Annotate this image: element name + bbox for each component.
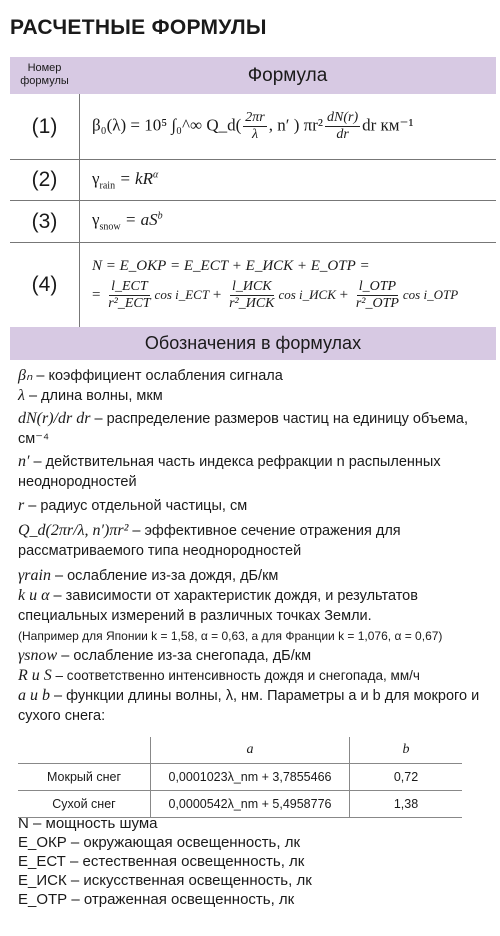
- legend-item: E_ОТР – отраженная освещенность, лк: [18, 891, 295, 908]
- section-header: Обозначения в формулах: [10, 327, 496, 360]
- legend-item: dN(r)/dr dr – распределение размеров частиц на единицу объема, см⁻⁴: [18, 410, 469, 447]
- table-cell: 0,72: [350, 764, 463, 791]
- snow-table: [18, 737, 462, 818]
- legend-item: λ – длина волны, мкм: [18, 387, 163, 404]
- fraction: $\frac{dN(r)}{dr}$: [327, 110, 359, 142]
- legend-item: N – мощность шума: [18, 815, 158, 832]
- table-header: a: [151, 737, 350, 764]
- legend-item: E_ОКР – окружающая освещенность, лк: [18, 834, 301, 851]
- legend-item: Q_d(2πr/λ, n′)πr² – эффективное сечение отражения для рассматриваемого типа неоднородностей: [18, 522, 401, 559]
- table-row: [18, 764, 462, 791]
- table-cell: 0,0000542λ_nm + 5,4958776: [151, 791, 350, 818]
- formula-4-line-1: N = E_ОКР = E_ЕСТ + E_ИСК + E_ОТР =: [92, 258, 370, 274]
- legend-item: a и b – функции длины волны, λ, нм. Параметры a и b для мокрого и сухого снега:: [18, 687, 480, 724]
- table-cell: Сухой снег: [18, 791, 151, 818]
- legend-item: γrain – ослабление из-за дождя, дБ/км: [18, 567, 279, 584]
- fraction: $\frac{\text{l\_ОТР}}{\text{r²\_ОТР}}$: [355, 279, 399, 311]
- header-number: Номер формулы: [20, 62, 69, 87]
- legend-item: R и S – соответственно интенсивность дождя и снегопада, мм/ч: [18, 667, 420, 684]
- header-formula: Формула: [247, 65, 328, 86]
- fraction: $\frac{\text{l\_ИСК}}{\text{r²\_ИСК}}$: [229, 279, 275, 311]
- formula-row-3: [10, 201, 496, 243]
- formula-row-4: [10, 243, 496, 327]
- noise-legend: [18, 814, 312, 909]
- formula-1-part: β₀(λ) = 10⁵ ∫₀^∞ Q_d: [92, 115, 236, 135]
- fraction: $\frac{\text{l\_ЕСТ}}{\text{r²\_ЕСТ}}$: [108, 279, 151, 311]
- formula-3: $\gamma_{snow} = aS^b$: [92, 210, 163, 233]
- legend-item: r – радиус отдельной частицы, см: [18, 497, 248, 514]
- formula-4: N = E_ОКР = E_ЕСТ + E_ИСК + E_ОТР = = $\frac{\text{l\_ЕСТ}}{\text{r²\_ЕСТ}}$ cos i_ЕСТ + $\frac{\text{l\_ИСК}}{\text{r²\_ИСК}}$ cos i_ИСК + $\frac{\text{l\_ОТР}}{\text{r²\_ОТР}}$ cos i_ОТР: [80, 243, 496, 327]
- legend-item: n′ – действительная часть индекса рефракции n распыленных неоднородностей: [18, 453, 441, 490]
- formula-number: (4): [10, 243, 80, 327]
- formula-number: (1): [10, 94, 80, 159]
- formula-table-header: [10, 57, 496, 94]
- legend-item: E_ЕСТ – естественная освещенность, лк: [18, 853, 305, 870]
- legend-list: [18, 366, 490, 726]
- formula-number: (3): [10, 201, 80, 242]
- table-header: [18, 737, 151, 764]
- formula-2: $\gamma_{rain} = kR^\alpha$: [92, 168, 159, 192]
- page-title: РАСЧЕТНЫЕ ФОРМУЛЫ: [10, 16, 267, 39]
- table-header: b: [350, 737, 463, 764]
- fraction: $\frac{2\pi r}{\lambda}$: [245, 110, 265, 142]
- table-cell: 1,38: [350, 791, 463, 818]
- formula-table: [10, 57, 496, 327]
- table-cell: Мокрый снег: [18, 764, 151, 791]
- table-header-row: [18, 737, 462, 764]
- legend-item: βₙ – коэффициент ослабления сигнала: [18, 367, 283, 384]
- formula-1-part: , n′ ) πr²: [268, 115, 323, 135]
- table-cell: 0,0001023λ_nm + 3,7855466: [151, 764, 350, 791]
- formula-1-part: dr км⁻¹: [362, 115, 414, 135]
- legend-note: (Например для Японии k = 1,58, α = 0,63, а для Франции k = 1,076, α = 0,67): [18, 629, 443, 643]
- legend-item: k и α – зависимости от характеристик дождя, и результатов специальных измерений в различных точках Земли.: [18, 587, 418, 624]
- legend-item: E_ИСК – искусственная освещенность, лк: [18, 872, 312, 889]
- formula-row-2: [10, 160, 496, 201]
- formula-row-1: [10, 94, 496, 160]
- formula-1: β₀(λ) = 10⁵ ∫₀^∞ Q_d( $\frac{2\pi r}{\lambda}$ , n′ ) πr² $\frac{dN(r)}{dr}$ dr км⁻¹: [92, 110, 414, 142]
- legend-item: γsnow – ослабление из-за снегопада, дБ/км: [18, 647, 312, 664]
- formula-number: (2): [10, 160, 80, 200]
